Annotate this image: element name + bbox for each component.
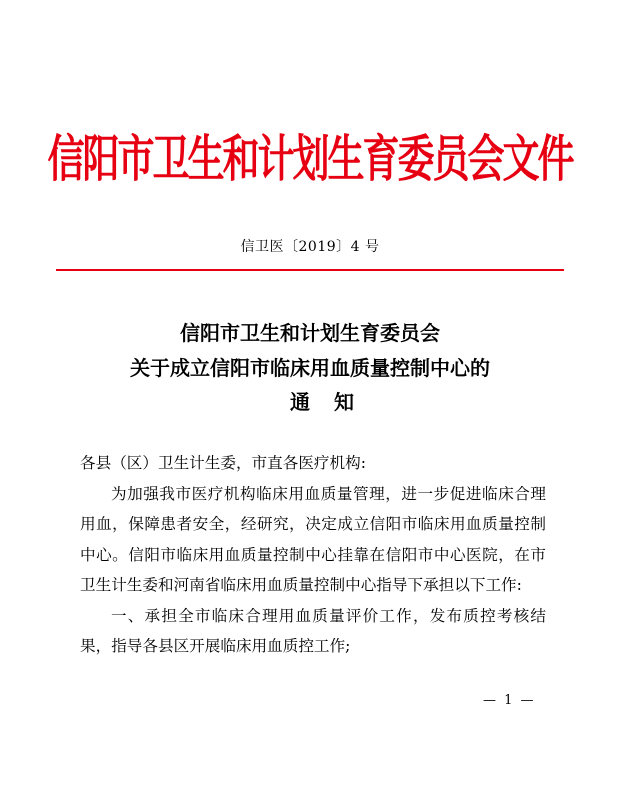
notice-title-line-3: 通知: [290, 390, 378, 414]
notice-title-line-1: 信阳市卫生和计划生育委员会: [180, 321, 440, 345]
body-paragraph-2: 一、承担全市临床合理用血质量评价工作，发布质控考核结果，指导各县区开展临床用血质控工作;: [80, 606, 546, 655]
page-number: — 1 —: [483, 693, 536, 708]
document-body: [80, 448, 546, 662]
document-header-title: 信阳市卫生和计划生育委员会文件: [47, 130, 573, 189]
body-paragraph-1: 为加强我市医疗机构临床用血质量管理，进一步促进临床合理用血，保障患者安全，经研究，决定成立信阳市临床用血质量控制中心。信阳市临床用血质量控制中心挂靠在信阳市中心医院，在市卫生计生委和河南省临床用血质量控制中心指导下承担以下工作:: [80, 484, 546, 594]
document-number: 信卫医〔2019〕4 号: [240, 239, 380, 255]
red-divider-line: [56, 269, 564, 271]
salutation: 各县（区）卫生计生委，市直各医疗机构:: [80, 454, 366, 472]
notice-title-line-2: 关于成立信阳市临床用血质量控制中心的: [130, 356, 490, 380]
